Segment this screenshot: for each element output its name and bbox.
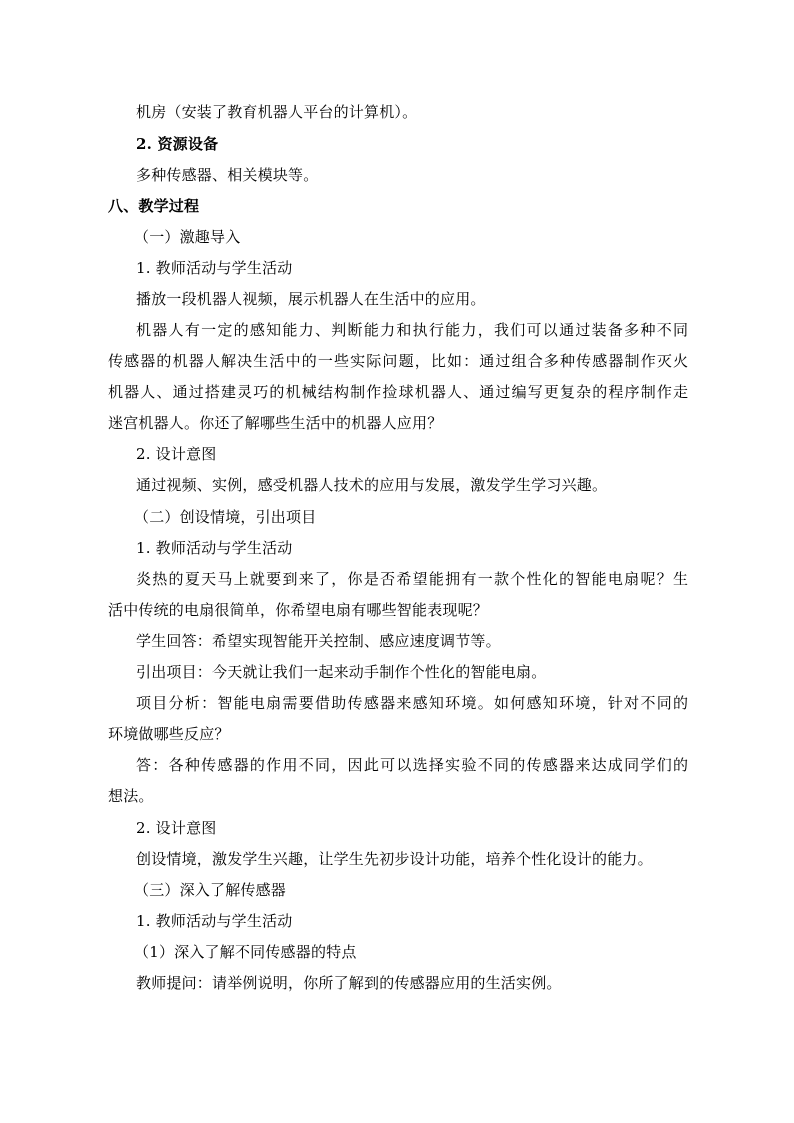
text-line-teacher-question: 教师提问：请举例说明，你所了解到的传感器应用的生活实例。 xyxy=(136,974,562,992)
text-line-design-intent-1: 通过视频、实例，感受机器人技术的应用与发展，激发学生学习兴趣。 xyxy=(136,476,608,494)
paragraph-robot-line-3: 机器人、通过搭建灵巧的机械结构制作捡球机器人、通过编写更复杂的程序制作走 xyxy=(108,383,688,401)
paragraph-answer-line-1: 答：各种传感器的作用不同，因此可以选择实验不同的传感器来达成同学们的 xyxy=(136,756,688,774)
paragraph-analysis-line-1: 项目分析：智能电扇需要借助传感器来感知环境。如何感知环境，针对不同的 xyxy=(136,694,688,712)
heading-resource-equipment: 2. 资源设备 xyxy=(136,135,219,153)
subheading-intro: （一）激趣导入 xyxy=(134,228,241,246)
heading-teaching-process: 八、教学过程 xyxy=(108,197,200,215)
paragraph-analysis-line-2: 环境做哪些反应？ xyxy=(108,725,230,743)
text-line-computer-room: 机房（安装了教育机器人平台的计算机）。 xyxy=(136,103,418,121)
text-line-lead-project: 引出项目：今天就让我们一起来动手制作个性化的智能电扇。 xyxy=(136,663,547,681)
item-design-intent-1: 2. 设计意图 xyxy=(136,445,217,463)
text-line-sensors: 多种传感器、相关模块等。 xyxy=(136,166,319,184)
paragraph-robot-line-4: 迷宫机器人。你还了解哪些生活中的机器人应用？ xyxy=(108,414,443,432)
item-teacher-student-activity-1: 1. 教师活动与学生活动 xyxy=(136,259,293,277)
item-design-intent-2: 2. 设计意图 xyxy=(136,819,217,837)
subitem-sensor-features: （1）深入了解不同传感器的特点 xyxy=(134,943,357,961)
text-line-student-answer: 学生回答：希望实现智能开关控制、感应速度调节等。 xyxy=(136,632,501,650)
subheading-understand-sensors: （三）深入了解传感器 xyxy=(134,881,287,899)
paragraph-fan-line-1: 炎热的夏天马上就要到来了，你是否希望能拥有一款个性化的智能电扇呢？生 xyxy=(136,570,688,588)
subheading-create-situation: （二）创设情境，引出项目 xyxy=(134,508,317,526)
paragraph-answer-line-2: 想法。 xyxy=(108,787,154,805)
item-teacher-student-activity-3: 1. 教师活动与学生活动 xyxy=(136,912,293,930)
paragraph-robot-line-2: 传感器的机器人解决生活中的一些实际问题，比如：通过组合多种传感器制作灭火 xyxy=(108,352,688,370)
item-teacher-student-activity-2: 1. 教师活动与学生活动 xyxy=(136,539,293,557)
paragraph-fan-line-2: 活中传统的电扇很简单，你希望电扇有哪些智能表现呢？ xyxy=(108,601,489,619)
paragraph-robot-line-1: 机器人有一定的感知能力、判断能力和执行能力，我们可以通过装备多种不同 xyxy=(136,321,688,339)
text-line-design-intent-2: 创设情境，激发学生兴趣，让学生先初步设计功能，培养个性化设计的能力。 xyxy=(136,850,653,868)
text-line-play-video: 播放一段机器人视频，展示机器人在生活中的应用。 xyxy=(136,290,486,308)
